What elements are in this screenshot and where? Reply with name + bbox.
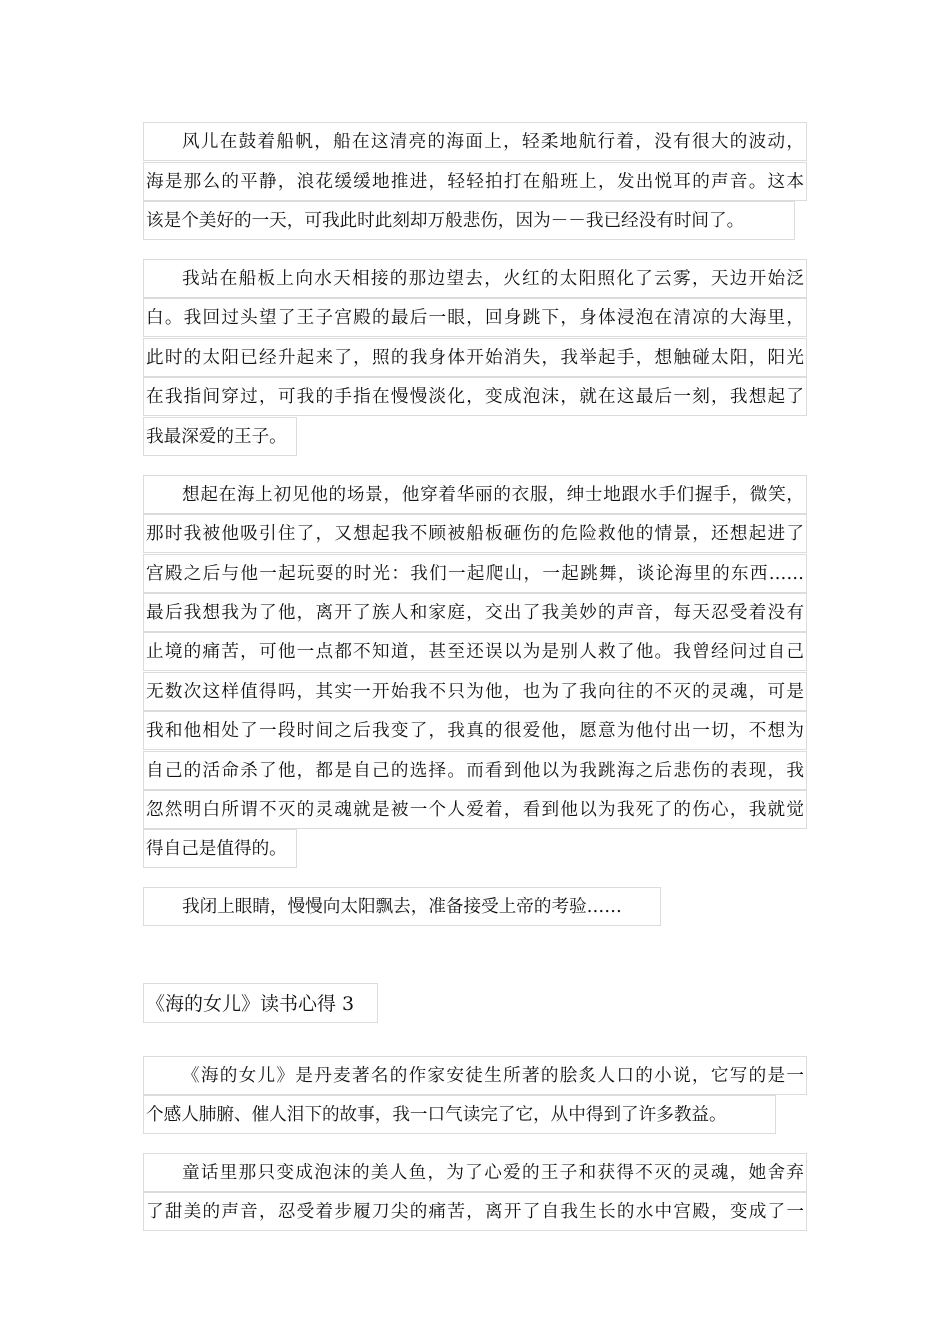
paragraph-3-line-8: 自己的活命杀了他，都是自己的选择。而看到他以为我跳海之后悲伤的表现，我: [143, 751, 807, 790]
paragraph-2-line-3: 此时的太阳已经升起来了，照的我身体开始消失，我举起手，想触碰太阳，阳光: [143, 338, 807, 377]
section-paragraph-2-line-2: 了甜美的声音，忍受着步履刀尖的痛苦，离开了自我生长的水中宫殿，变成了一: [143, 1192, 807, 1231]
section-paragraph-2-line-1: 童话里那只变成泡沫的美人鱼，为了心爱的王子和获得不灭的灵魂，她舍弃: [143, 1153, 807, 1192]
section-paragraph-1-line-1: 《海的女儿》是丹麦著名的作家安徒生所著的脍炙人口的小说，它写的是一: [143, 1056, 807, 1095]
paragraph-3-line-6: 无数次这样值得吗，其实一开始我不只为他，也为了我向往的不灭的灵魂，可是: [143, 672, 807, 711]
paragraph-3-line-7: 我和他相处了一段时间之后我变了，我真的很爱他，愿意为他付出一切，不想为: [143, 711, 807, 750]
paragraph-2-line-1: 我站在船板上向水天相接的那边望去，火红的太阳照化了云雾，天边开始泛: [143, 259, 807, 298]
paragraph-4-line-1: 我闭上眼睛，慢慢向太阳飘去，准备接受上帝的考验……: [143, 887, 661, 926]
paragraph-2-line-4: 在我指间穿过，可我的手指在慢慢淡化，变成泡沫，就在这最后一刻，我想起了: [143, 377, 807, 416]
section-heading: 《海的女儿》读书心得 3: [143, 983, 378, 1023]
section-paragraph-1-line-2: 个感人肺腑、催人泪下的故事，我一口气读完了它，从中得到了许多教益。: [143, 1095, 776, 1134]
paragraph-2-line-2: 白。我回过头望了王子宫殿的最后一眼，回身跳下，身体浸泡在清凉的大海里，: [143, 298, 807, 337]
paragraph-3-line-5: 止境的痛苦，可他一点都不知道，甚至还误以为是别人救了他。我曾经问过自己: [143, 632, 807, 671]
paragraph-1-line-3: 该是个美好的一天，可我此时此刻却万般悲伤，因为－－我已经没有时间了。: [143, 201, 795, 240]
paragraph-3-line-1: 想起在海上初见他的场景，他穿着华丽的衣服，绅士地跟水手们握手，微笑，: [143, 475, 807, 514]
paragraph-3-line-3: 宫殿之后与他一起玩耍的时光：我们一起爬山，一起跳舞，谈论海里的东西……: [143, 554, 807, 593]
paragraph-1-line-2: 海是那么的平静，浪花缓缓地推进，轻轻拍打在船班上，发出悦耳的声音。这本: [143, 162, 807, 201]
paragraph-3-line-4: 最后我想我为了他，离开了族人和家庭，交出了我美妙的声音，每天忍受着没有: [143, 593, 807, 632]
paragraph-3-line-9: 忽然明白所谓不灭的灵魂就是被一个人爱着，看到他以为我死了的伤心，我就觉: [143, 790, 807, 829]
paragraph-1-line-1: 风儿在鼓着船帆，船在这清亮的海面上，轻柔地航行着，没有很大的波动，: [143, 122, 807, 161]
paragraph-3-line-2: 那时我被他吸引住了，又想起我不顾被船板砸伤的危险救他的情景，还想起进了: [143, 514, 807, 553]
paragraph-2-line-5: 我最深爱的王子。: [143, 417, 297, 456]
paragraph-3-line-10: 得自己是值得的。: [143, 829, 297, 868]
